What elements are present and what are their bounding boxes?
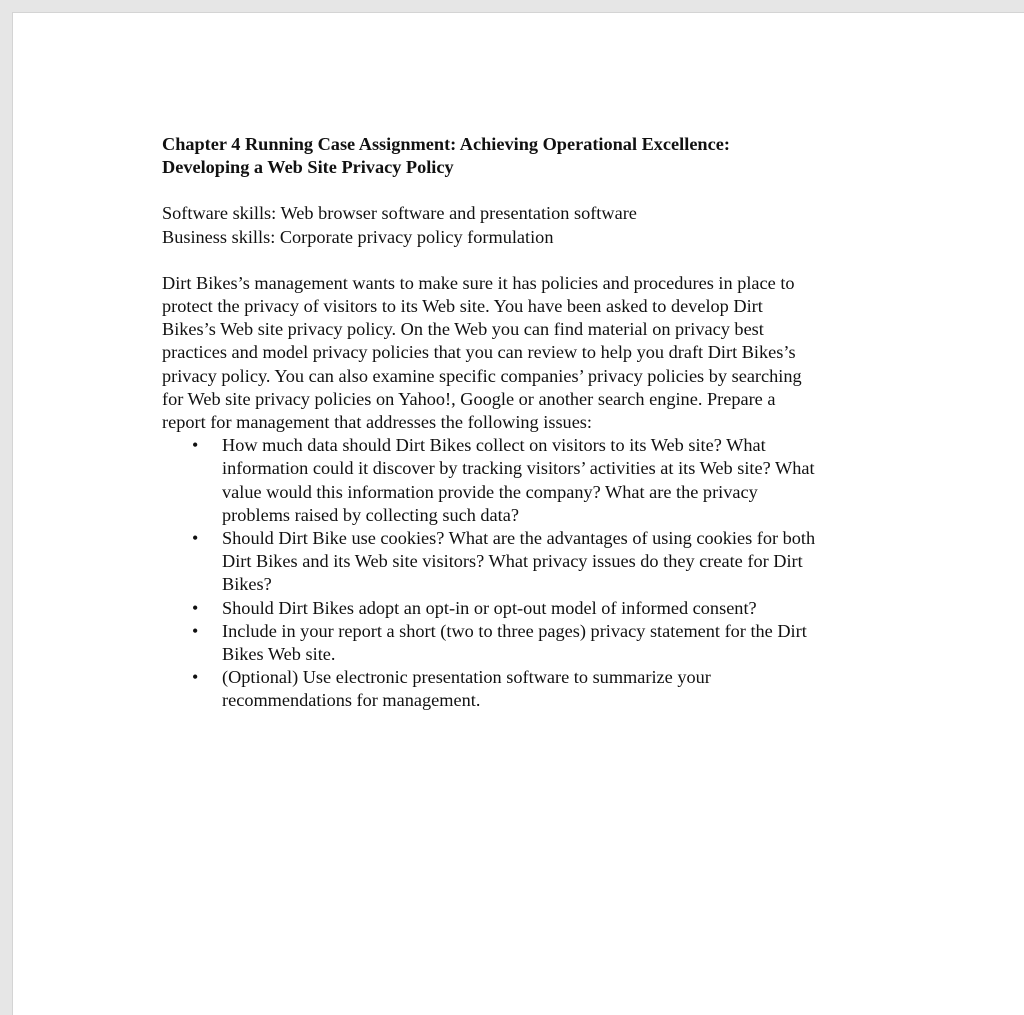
intro-line: protect the privacy of visitors to its Web site. You have been asked to develop Dirt xyxy=(162,296,763,317)
intro-line: Bikes’s Web site privacy policy. On the Web you can find material on privacy best xyxy=(162,319,764,340)
list-item-line: recommendations for management. xyxy=(222,690,481,711)
list-item-line: (Optional) Use electronic presentation software to summarize your xyxy=(222,667,711,688)
list-item-line: Dirt Bikes and its Web site visitors? What privacy issues do they create for Dirt xyxy=(222,551,803,572)
intro-line: practices and model privacy policies that you can review to help you draft Dirt Bikes’s xyxy=(162,342,796,363)
list-item-line: Bikes Web site. xyxy=(222,644,336,665)
issues-list xyxy=(162,434,902,712)
intro-paragraph xyxy=(162,272,902,434)
title-line: Chapter 4 Running Case Assignment: Achieving Operational Excellence: xyxy=(162,134,730,154)
list-item xyxy=(162,597,902,620)
list-item-line: problems raised by collecting such data? xyxy=(222,504,519,525)
software-skills-line: Software skills: Web browser software and presentation software xyxy=(162,203,637,224)
bullet-icon: • xyxy=(192,667,199,688)
intro-line: report for management that addresses the following issues: xyxy=(162,412,593,433)
list-item-line: Include in your report a short (two to three pages) privacy statement for the Dirt xyxy=(222,620,807,641)
bullet-icon: • xyxy=(192,597,199,618)
list-item-line: How much data should Dirt Bikes collect on visitors to its Web site? What xyxy=(222,435,766,456)
list-item-line: Should Dirt Bike use cookies? What are the advantages of using cookies for both xyxy=(222,528,816,549)
bullet-icon: • xyxy=(192,528,199,549)
list-item-line: information could it discover by tracking visitors’ activities at its Web site? What xyxy=(222,458,815,479)
intro-line: privacy policy. You can also examine specific companies’ privacy policies by searching xyxy=(162,365,802,386)
list-item xyxy=(162,666,902,712)
list-item xyxy=(162,434,902,527)
document-body xyxy=(162,133,902,713)
bullet-icon: • xyxy=(192,435,199,456)
list-item-line: Should Dirt Bikes adopt an opt-in or opt-out model of informed consent? xyxy=(222,597,757,618)
intro-line: for Web site privacy policies on Yahoo!, Google or another search engine. Prepare a xyxy=(162,388,776,409)
list-item xyxy=(162,620,902,666)
assignment-title xyxy=(162,133,902,179)
document-page xyxy=(12,12,1024,1015)
skills-block xyxy=(162,202,902,248)
list-item-line: Bikes? xyxy=(222,574,272,595)
business-skills-line: Business skills: Corporate privacy policy formulation xyxy=(162,226,554,247)
list-item-line: value would this information provide the company? What are the privacy xyxy=(222,481,758,502)
list-item xyxy=(162,527,902,597)
title-line: Developing a Web Site Privacy Policy xyxy=(162,157,454,178)
bullet-icon: • xyxy=(192,620,199,641)
intro-line: Dirt Bikes’s management wants to make sure it has policies and procedures in place to xyxy=(162,272,795,293)
